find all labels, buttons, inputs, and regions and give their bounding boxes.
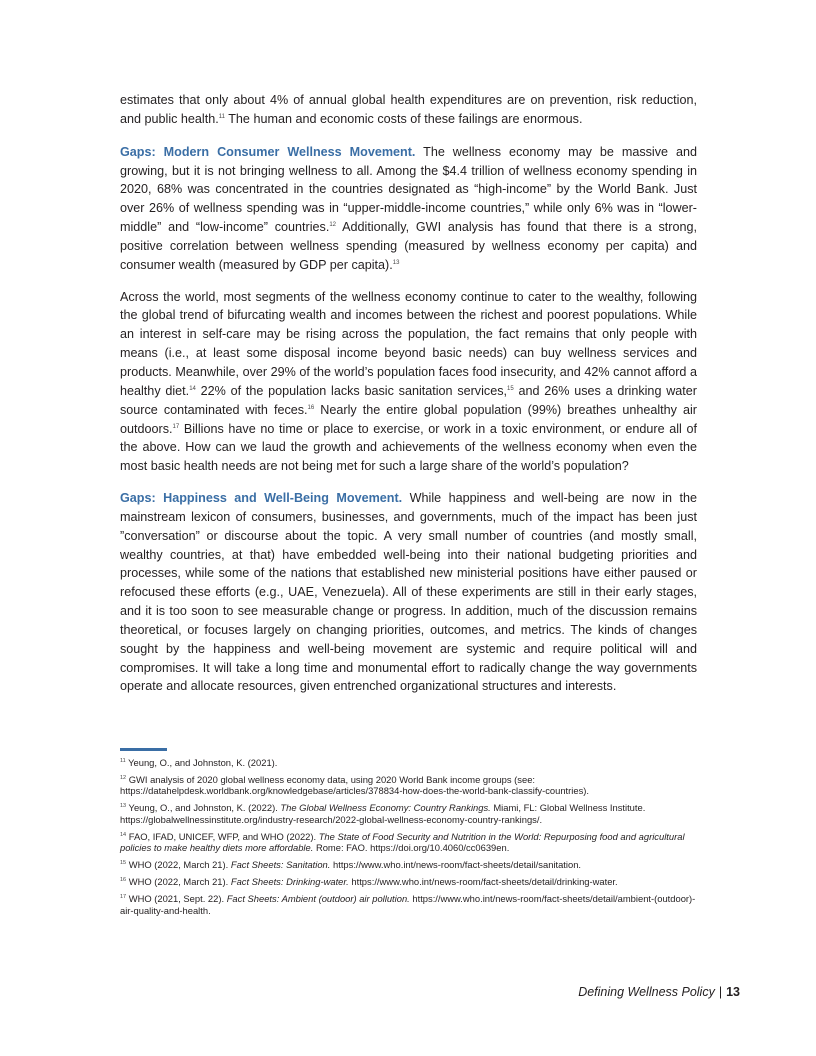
footnote-text: WHO (2022, March 21). [126,876,231,888]
footnote-divider [120,748,167,751]
footnote-text: FAO, IFAD, UNICEF, WFP, and WHO (2022). [126,830,319,842]
page-footer [578,985,740,999]
footnote-number: 17 [120,894,127,900]
footnote-item [120,802,697,825]
paragraph-text: estimates that only about 4% of annual global health expenditures are on prevention, risk reduction, and public health. [120,93,697,126]
paragraph-wellness-inequality [120,288,697,476]
footnote-number: 11 [120,757,126,764]
footnotes [120,757,697,922]
section-lead-heading: Gaps: Happiness and Well-Being Movement. [120,491,403,506]
page-number: 13 [726,985,740,999]
footnote-item [120,893,697,916]
footnote-title: The State of Food Security and Nutrition in the World: Repurposing food and agricultural policies to make healthy diets more affordable. [120,830,685,854]
footnote-title: Fact Sheets: Sanitation. [230,859,331,871]
footer-separator: | [718,985,723,999]
paragraph-consumer-wellness-gaps [120,143,697,275]
footnote-item [120,831,697,854]
paragraph-text: Nearly the entire global population (99%) breathes unhealthy air outdoors. [120,402,697,436]
footnote-title: Fact Sheets: Drinking-water. [230,876,349,888]
footnote-text[interactable]: https://www.who.int/news-room/fact-sheets/detail/ambient-(outdoor)-air-quality-and-health. [120,893,696,916]
footnote-item [120,876,697,888]
footer-document-title: Defining Wellness Policy [578,985,715,999]
footnote-item [120,774,697,797]
paragraph-text: While happiness and well-being are now in the mainstream lexicon of consumers, businesses, and governments, much of the impact has been just ”conversation” or discourse about the topic. A very small number of countries (and mostly small, wealthy countries, at that) have embedded well-being into their national budgeting priorities and processes, while some of the nations that established new ministerial positions have either paused or refocused these efforts (e.g., UAE, Venezuela). All of these experiments are still in their early stages, and it is too soon to see measurable change or progress. In addition, much of the discussion remains theoretical, or focuses largely on changing priorities, outcomes, and metrics. The kinds of changes sought by the happiness and well-being movement are systemic and require political will and compromises. It will take a long time and monumental effort to radically change the way governments operate and allocate resources, given entrenched organizational structures and interests. [120,491,697,694]
footnote-text[interactable]: GWI analysis of 2020 global wellness economy data, using 2020 World Bank income groups (see: https://datahelpdesk.worldbank.org/knowledgebase/articles/378834-how-does-the-world-bank-classify-countries). [120,773,589,797]
footnote-number: 13 [120,803,127,810]
paragraph-text: The wellness economy may be massive and growing, but it is not bringing wellness to all. Among the $4.4 trillion of wellness economy spending in 2020, 68% was concentrated in the countries designated as “high-income” by the World Bank. Just over 26% of wellness spending was in “upper-middle-income countries,” while only 6% was in “lower-middle” and “low-income” countries. [120,144,697,235]
footnote-ref[interactable]: 15 [507,385,514,392]
footnote-ref[interactable]: 17 [172,423,180,430]
footnote-number: 16 [120,877,127,884]
paragraph-text: Across the world, most segments of the wellness economy continue to cater to the wealthy, following the global trend of bifurcating wealth and incomes between the richest and poorest populations. While an interest in self-care may be rising across the population, the fact remains that only people with means (i.e., at least some disposal income beyond basic needs) can buy wellness services and products. Meanwhile, over 29% of the world’s population faces food insecurity, and 42% cannot afford a healthy diet. [120,289,697,398]
footnote-text: WHO (2022, March 21). [126,859,231,871]
footnote-text: WHO (2021, Sept. 22). [126,893,227,905]
footnote-ref[interactable]: 16 [307,404,315,411]
paragraph-text: Additionally, GWI analysis has found that there is a strong, positive correlation between wellness spending (measured by wellness economy per capita) and consumer wealth (measured by GDP per capita). [120,220,697,272]
footnote-ref[interactable]: 14 [189,385,196,392]
section-lead-heading: Gaps: Modern Consumer Wellness Movement. [120,144,416,159]
paragraph-text: Billions have no time or place to exercise, or work in a toxic environment, or endure all of the above. How can we laud the growth and achievements of the wellness economy when even the most basic health needs are not being met for such a large share of the world’s population? [120,421,697,474]
footnote-item [120,757,697,769]
footnote-text[interactable]: Miami, FL: Global Wellness Institute. https://globalwellnessinstitute.org/industry-research/2022-global-wellness-economy-country-rankings/. [120,802,646,825]
footnote-text[interactable]: Rome: FAO. https://doi.org/10.4060/cc0639en. [313,842,510,854]
footnote-text[interactable]: https://www.who.int/news-room/fact-sheets/detail/sanitation. [330,859,582,871]
footnote-text: Yeung, O., and Johnston, K. (2021). [125,757,278,768]
footnote-item [120,859,697,871]
footnote-number: 14 [120,831,127,838]
paragraph-text: and 26% uses a drinking water source contaminated with feces. [120,383,698,417]
paragraph-intro [120,91,697,129]
footnote-title: Fact Sheets: Ambient (outdoor) air pollution. [226,893,410,905]
body-text [120,91,697,709]
paragraph-happiness-gaps [120,489,697,696]
footnote-ref[interactable]: 12 [329,221,337,228]
footnote-text: Yeung, O., and Johnston, K. (2022). [126,802,281,814]
paragraph-text: 22% of the population lacks basic sanitation services, [195,383,508,398]
paragraph-text: The human and economic costs of these failings are enormous. [224,111,583,126]
footnote-number: 12 [120,774,127,781]
footnote-text[interactable]: https://www.who.int/news-room/fact-sheets/detail/drinking-water. [348,876,618,888]
footnote-ref[interactable]: 13 [392,259,400,266]
footnote-ref[interactable]: 11 [218,113,225,120]
footnote-number: 15 [120,860,127,867]
footnote-title: The Global Wellness Economy: Country Rankings. [280,802,491,814]
